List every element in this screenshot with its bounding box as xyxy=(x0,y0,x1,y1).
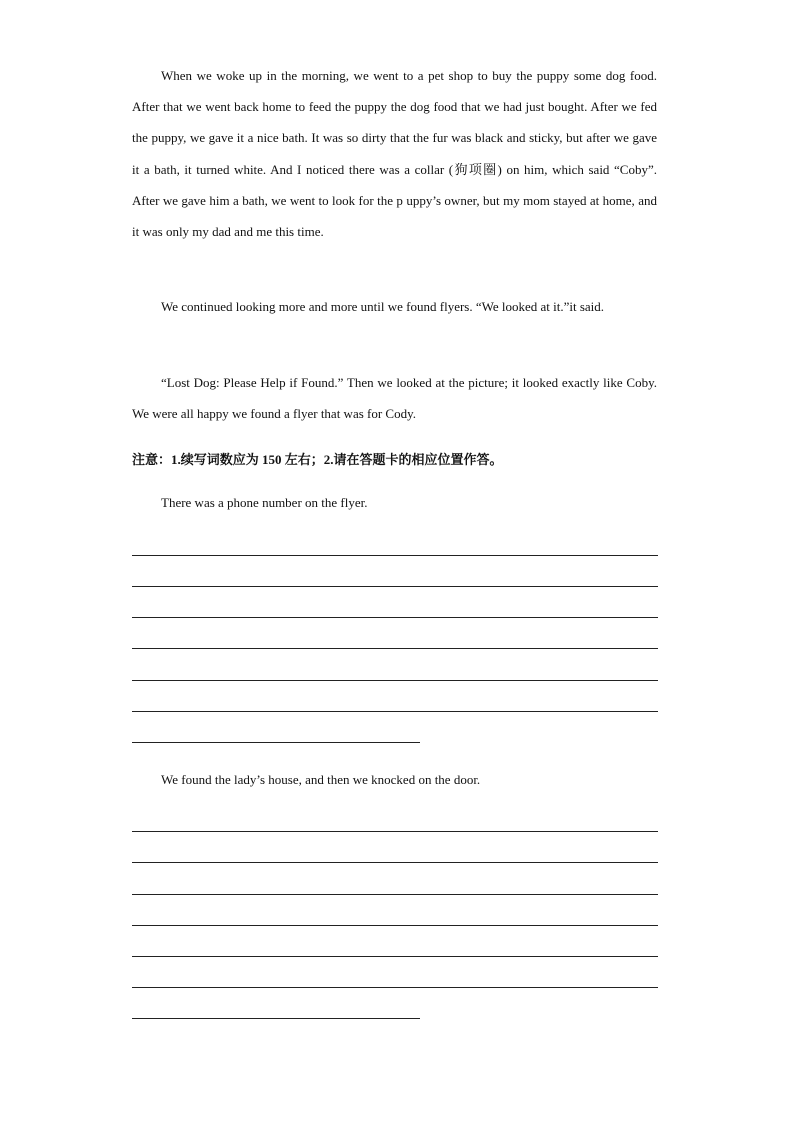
writing-line[interactable] xyxy=(132,555,658,556)
writing-line[interactable] xyxy=(132,987,658,988)
story-paragraph-3: “Lost Dog: Please Help if Found.” Then we looked at the picture; it looked exactly like Coby. We were all happy we found a flyer that was for Cody. xyxy=(132,375,657,422)
writing-line[interactable] xyxy=(132,831,658,832)
story-paragraph-1: When we woke up in the morning, we went to a pet shop to buy the puppy some dog food. After that we went back home to feed the puppy the dog food that we had just bought. After we fed the puppy, we gave it a nice bath. It was so dirty that the fur was black and sticky, but after we gave it a bath, it turned white. And I noticed there was a collar (狗项圈) on him, which said “Coby”. After we gave him a bath, we went to look for the p uppy’s owner, but my mom stayed at home, and it was only my dad and me this time. xyxy=(132,68,657,240)
continuation-prompt-1: There was a phone number on the flyer. xyxy=(161,495,368,510)
writing-line[interactable] xyxy=(132,742,420,743)
writing-line[interactable] xyxy=(132,894,658,895)
writing-line[interactable] xyxy=(132,925,658,926)
writing-line[interactable] xyxy=(132,1018,420,1019)
writing-line[interactable] xyxy=(132,617,658,618)
writing-line[interactable] xyxy=(132,711,658,712)
writing-line[interactable] xyxy=(132,956,658,957)
writing-line[interactable] xyxy=(132,862,658,863)
instructions-note: 注意：1.续写词数应为 150 左右；2.请在答题卡的相应位置作答。 xyxy=(132,452,503,467)
writing-line[interactable] xyxy=(132,586,658,587)
story-paragraph-2: We continued looking more and more until we found flyers. “We looked at it.”it said. xyxy=(161,299,605,314)
continuation-prompt-2: We found the lady’s house, and then we knocked on the door. xyxy=(161,772,481,787)
writing-line[interactable] xyxy=(132,648,658,649)
writing-line[interactable] xyxy=(132,680,658,681)
